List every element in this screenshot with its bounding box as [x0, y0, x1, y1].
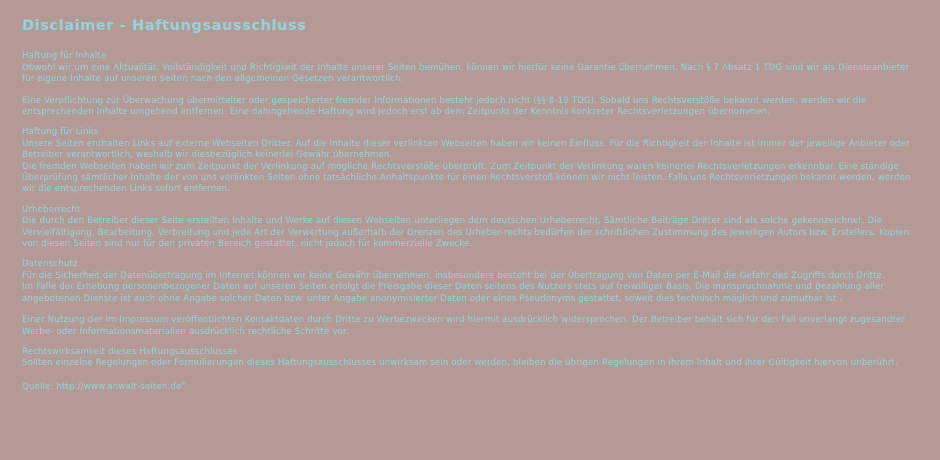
- section-heading: Datenschutz: [22, 259, 78, 270]
- section-haftung-fuer-links: [22, 127, 918, 195]
- section-haftung-fuer-inhalte: [22, 51, 918, 118]
- section-paragraph: Obwohl wir um eine Aktualität, Vollständigkeit und Richtigkeit der Inhalte unserer Seiten bemühen, können wir hierfür keine Garantie übernehmen. Nach § 7 Absatz 1 TDG sind wir als Diensteanbieter für eigene Inhalte auf unseren Seiten nach den allgemeinen Gesetzen verantwortlich.: [22, 62, 910, 85]
- section-heading: Haftung für Links: [22, 127, 99, 138]
- section-paragraph: Im Falle der Erhebung personenbezogener Daten auf unseren Seiten erfolgt die Preisgabe dieser Daten seitens des Nutzers stets auf freiwilliger Basis. Die Inanspruchnahme und Bezahlung aller angebotenen Dienste ist auch ohne Angabe solcher Daten bzw. unter Angabe anonymisierter Daten oder eines Pseudonyms gestattet, soweit dies technisch möglich und zumutbar ist .: [22, 282, 885, 304]
- source-link[interactable]: Quelle: http://www.anwalt-seiten.de": [22, 381, 186, 392]
- section-heading: Urheberrecht: [22, 204, 81, 215]
- section-paragraph: Einer Nutzung der im Impressum veröffentlichten Kontaktdaten durch Dritte zu Werbezwecken wird hiermit ausdrücklich widersprochen. Der Betreiber behält sich für den Fall unverlangt zugesandter Werbe- oder Informationsmaterialien ausdrücklich rechtliche Schritte vor.: [22, 315, 906, 337]
- section-heading: Haftung für Inhalte: [22, 51, 107, 62]
- section-heading: Rechtswirksamkeit dieses Haftungsausschlusses: [22, 346, 238, 357]
- section-paragraph: Eine Verpflichtung zur Überwachung übermittelter oder gespeicherter fremder Informationen besteht jedoch nicht (§§ 8-10 TDG). Sobald uns Rechtsverstöße bekannt werden, werden wir die entsprechenden Inhalte umgehend entfernen. Eine dahingehende Haftung wird jedoch erst ab dem Zeitpunkt der Kenntnis konkreter Rechtsverletzungen übernommen.: [22, 95, 867, 118]
- section-paragraph: Die fremden Webseiten haben wir zum Zeitpunkt der Verlinkung auf mögliche Rechtsverstöße überprüft. Zum Zeitpunkt der Verlinkung waren keinerlei Rechtsverletzungen erkennbar. Eine ständige Überprüfung sämtlicher Inhalte der von uns verlinkten Seiten ohne tatsächliche Anhaltspunkte für einen Rechtsverstoß können wir nicht leisten. Falls uns Rechtsverletzungen bekannt werden, werden wir die entsprechenden Links sofort entfernen.: [22, 161, 911, 195]
- section-paragraph: Die durch den Betreiber dieser Seite erstellten Inhalte und Werke auf diesen Webseiten unterliegen dem deutschen Urheberrecht. Sämtliche Beiträge Dritter sind als solche gekennzeichnet. Die Vervielfältigung, Bearbeitung, Verbreitung und jede Art der Verwertung außerhalb der Grenzen des Urheber-rechts bedürfen der schriftlichen Zustimmung des jeweiligen Autors bzw. Erstellers. Kopien von diesen Seiten sind nur für den privaten Bereich gestattet, nicht jedoch für kommerzielle Zwecke.: [22, 216, 910, 250]
- section-rechtswirksamkeit: [22, 347, 918, 370]
- section-paragraph: Für die Sicherheit der Datenübertragung im Internet können wir keine Gewähr übernehmen, insbesondere besteht bei der Übertragung von Daten per E-Mail die Gefahr des Zugriffs durch Dritte.: [22, 270, 885, 281]
- section-datenschutz: [22, 259, 918, 337]
- section-paragraph: Unsere Seiten enthalten Links auf externe Webseiten Dritter. Auf die Inhalte dieser verlinkten Webseiten haben wir keinen Einfluss. Für die Richtigkeit der Inhalte ist immer der jeweilige Anbieter oder Betreiber verantwortlich, weshalb wir diesbezüglich keinerlei Gewähr übernehmen.: [22, 138, 910, 161]
- section-paragraph: Sollten einzelne Regelungen oder Formulierungen dieses Haftungsausschlusses unwirksam sein oder werden, bleiben die übrigen Regelungen in ihrem Inhalt und ihrer Gültigkeit hiervon unberührt.: [22, 358, 898, 369]
- section-urheberrecht: [22, 205, 918, 251]
- page-title: Disclaimer - Haftungsausschluss: [22, 18, 307, 34]
